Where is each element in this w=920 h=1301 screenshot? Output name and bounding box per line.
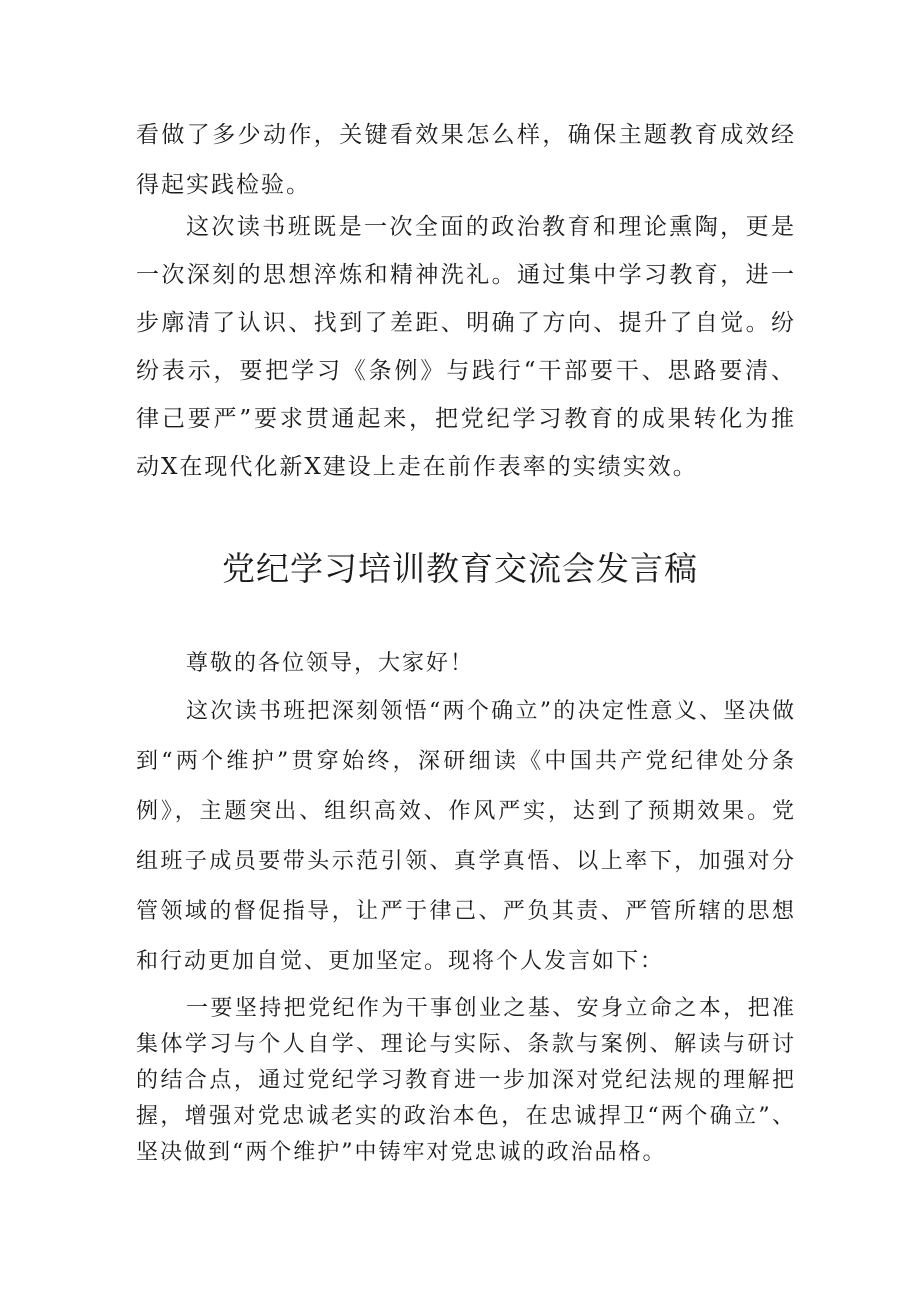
- document-title: 党纪学习培训教育交流会发言稿: [222, 549, 698, 588]
- paragraph-continued: 看做了多少动作，关键看效果怎么样，确保主题教育成效经得起实践检验。: [136, 122, 796, 198]
- paragraph-intro: 这次读书班把深刻领悟“两个确立”的决定性意义、坚决做到“两个维护”贯穿始终，深研细读《中国共产党纪律处分条例》，主题突出、组织高效、作风严实，达到了预期效果。党组班子成员要带头示范引领、真学真悟、以上率下，加强对分管领域的督促指导，让严于律己、严负其责、严管所辖的思想和行动更加自觉、更加坚定。现将个人发言如下：: [136, 699, 796, 974]
- greeting: 尊敬的各位领导，大家好！: [186, 651, 475, 676]
- paragraph-reading-class: 这次读书班既是一次全面的政治教育和理论熏陶，更是一次深刻的思想淬炼和精神洗礼。通过集中学习教育，进一步廓清了认识、找到了差距、明确了方向、提升了自觉。纷纷表示，要把学习《条例》与践行“干部要干、思路要清、律己要严”要求贯通起来，把党纪学习教育的成果转化为推动X在现代化新X建设上走在前作表率的实绩实效。: [136, 214, 796, 480]
- paragraph-point-one: 一要坚持把党纪作为干事创业之基、安身立命之本，把准集体学习与个人自学、理论与实际、条款与案例、解读与研讨的结合点，通过党纪学习教育进一步加深对党纪法规的理解把握，增强对党忠诚老实的政治本色，在忠诚捍卫“两个确立”、坚决做到“两个维护”中铸牢对党忠诚的政治品格。: [136, 996, 796, 1165]
